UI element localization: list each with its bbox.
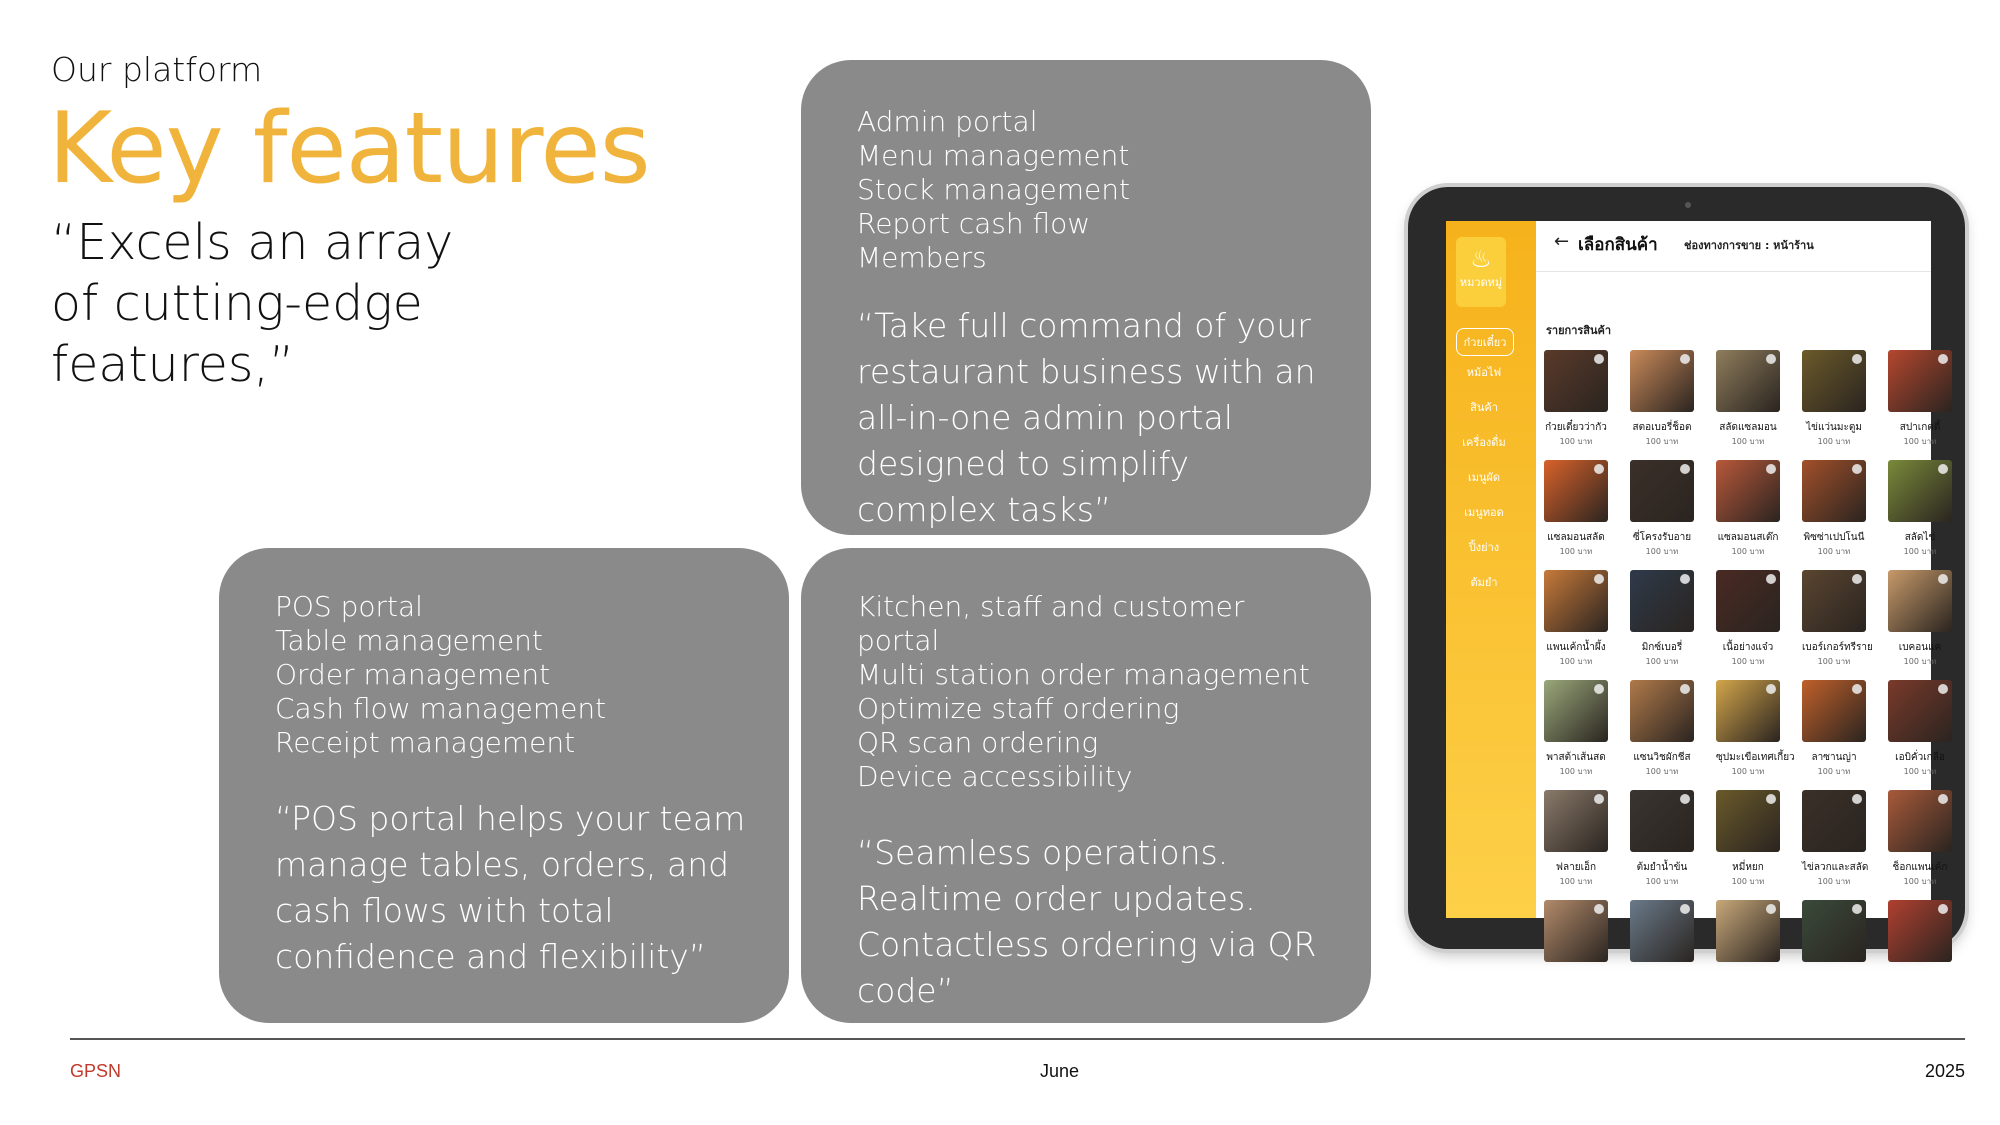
category-logo-label: หมวดหมู่ <box>1459 276 1503 289</box>
product-name: พิซซ่าเปปโนนี <box>1803 532 1865 543</box>
product-image <box>1716 350 1780 412</box>
product-image <box>1716 680 1780 742</box>
product-list-title: รายการสินค้า <box>1546 324 1612 337</box>
product-image <box>1716 790 1780 852</box>
product-name: เนื้อย่างแจ๋ว <box>1722 642 1774 653</box>
product-name: พาสต้าเส้นสด <box>1546 752 1606 763</box>
product-name: แซลมอนสเต๊ก <box>1717 532 1779 543</box>
product-image <box>1544 680 1608 742</box>
product-tile[interactable] <box>1630 460 1694 558</box>
product-tile[interactable] <box>1716 350 1780 448</box>
product-tile[interactable] <box>1888 350 1952 448</box>
product-price: 100 บาท <box>1645 767 1679 776</box>
product-price: 100 บาท <box>1731 657 1765 666</box>
product-price: 100 บาท <box>1731 547 1765 556</box>
section-eyebrow: Our platform <box>51 50 263 89</box>
category-sidebar <box>1446 221 1536 918</box>
feature-list <box>857 590 1331 794</box>
feature-item: Members <box>857 241 987 274</box>
product-name: เอบิคั่วเกลือ <box>1895 752 1945 763</box>
product-name: สปาเกตตี้ <box>1899 422 1941 433</box>
product-image <box>1802 570 1866 632</box>
product-image <box>1888 460 1952 522</box>
kitchen-portal-card <box>801 548 1371 1023</box>
product-tile[interactable] <box>1802 350 1866 448</box>
product-tile[interactable] <box>1630 790 1694 888</box>
footer-month: June <box>1040 1061 1080 1081</box>
product-price: 100 บาท <box>1559 877 1593 886</box>
product-name: ซุปมะเขือเทศเกี้ยว <box>1716 752 1795 763</box>
product-name: ไข่แว่นมะตูม <box>1806 422 1862 433</box>
product-price: 100 บาท <box>1903 437 1937 446</box>
product-price: 100 บาท <box>1731 437 1765 446</box>
sidebar-item-products[interactable]: สินค้า <box>1470 401 1498 414</box>
product-price: 100 บาท <box>1559 767 1593 776</box>
product-image <box>1716 460 1780 522</box>
feature-item: Optimize staff ordering <box>857 692 1180 725</box>
product-image <box>1630 680 1694 742</box>
product-tile[interactable] <box>1888 900 1952 970</box>
tablet-screen <box>1446 221 1948 918</box>
product-grid <box>1544 350 1948 920</box>
product-image <box>1802 900 1866 962</box>
product-tile[interactable] <box>1802 570 1873 668</box>
product-price: 100 บาท <box>1817 877 1851 886</box>
product-image <box>1802 680 1866 742</box>
product-price: 100 บาท <box>1559 547 1593 556</box>
product-name: เบคอนแค <box>1898 642 1942 653</box>
product-name: ต้มยำน้ำข้น <box>1636 862 1688 873</box>
product-name: สลัดแซลมอน <box>1719 422 1777 433</box>
product-tile[interactable] <box>1888 680 1952 778</box>
sidebar-item-grill[interactable]: ปิ้งย่าง <box>1468 541 1500 554</box>
product-tile[interactable] <box>1544 680 1608 778</box>
sidebar-item-fried[interactable]: เมนูทอด <box>1464 506 1504 519</box>
product-price: 100 บาท <box>1559 437 1593 446</box>
product-tile[interactable] <box>1544 460 1608 558</box>
product-tile[interactable] <box>1544 570 1608 668</box>
product-tile[interactable] <box>1544 900 1608 970</box>
category-logo[interactable] <box>1456 237 1506 307</box>
product-price: 100 บาท <box>1645 547 1679 556</box>
admin-portal-card <box>801 60 1371 535</box>
product-price: 100 บาท <box>1731 877 1765 886</box>
product-tile[interactable] <box>1544 350 1608 448</box>
feature-item: Receipt management <box>275 726 576 759</box>
feature-item: Kitchen, staff and customer portal <box>857 590 1245 657</box>
product-name: หมี่หยก <box>1732 862 1764 873</box>
feature-item: Admin portal <box>857 105 1038 138</box>
product-price: 100 บาท <box>1903 657 1937 666</box>
product-tile[interactable] <box>1630 570 1694 668</box>
product-image <box>1630 460 1694 522</box>
product-image <box>1630 570 1694 632</box>
product-image <box>1544 350 1608 412</box>
product-name: แซลมอนสลัด <box>1547 532 1605 543</box>
product-tile[interactable] <box>1802 790 1869 888</box>
product-price: 100 บาท <box>1645 877 1679 886</box>
camera-dot <box>1685 202 1691 208</box>
product-image <box>1888 680 1952 742</box>
feature-list <box>857 105 1331 275</box>
product-image <box>1888 350 1952 412</box>
product-tile[interactable] <box>1544 790 1608 888</box>
pos-portal-card <box>219 548 789 1023</box>
card-quote: “Seamless operations. Realtime order updates. Contactless ordering via QR code” <box>857 833 1317 1010</box>
feature-item: Multi station order management <box>857 658 1310 691</box>
product-image <box>1630 900 1694 962</box>
arrow-left-icon[interactable]: ← <box>1554 231 1570 252</box>
product-name: ลาซานญ่า <box>1811 752 1857 763</box>
product-price: 100 บาท <box>1817 547 1851 556</box>
product-tile[interactable] <box>1630 900 1694 970</box>
product-image <box>1544 790 1608 852</box>
feature-list <box>275 590 749 760</box>
product-image <box>1716 570 1780 632</box>
product-image <box>1802 790 1866 852</box>
product-tile[interactable] <box>1888 570 1952 668</box>
product-image <box>1802 350 1866 412</box>
product-tile[interactable] <box>1888 790 1952 888</box>
product-name: เบอร์เกอร์ทรีราย <box>1802 642 1873 653</box>
screen-header <box>1536 221 1931 272</box>
footer-year: 2025 <box>1924 1061 1965 1081</box>
product-name: แพนเค้กน้ำผึ้ง <box>1546 642 1606 653</box>
tagline-quote: “Excels an array of cutting-edge features,” <box>51 214 454 393</box>
product-image <box>1544 570 1608 632</box>
sales-channel-label: ช่องทางการขาย : หน้าร้าน <box>1684 239 1814 252</box>
product-price: 100 บาท <box>1645 657 1679 666</box>
feature-item: Menu management <box>857 139 1130 172</box>
product-tile[interactable] <box>1802 900 1866 970</box>
feature-item: QR scan ordering <box>857 726 1099 759</box>
feature-item: POS portal <box>275 590 423 623</box>
page-title: Key features <box>48 92 650 206</box>
screen-title: เลือกสินค้า <box>1578 235 1658 255</box>
sidebar-item-drinks[interactable]: เครื่องดื่ม <box>1462 436 1506 449</box>
product-tile[interactable] <box>1716 790 1780 888</box>
product-image <box>1544 460 1608 522</box>
product-image <box>1802 460 1866 522</box>
product-price: 100 บาท <box>1903 767 1937 776</box>
product-price: 100 บาท <box>1645 437 1679 446</box>
product-image <box>1888 570 1952 632</box>
feature-item: Device accessibility <box>857 760 1133 793</box>
product-price: 100 บาท <box>1903 547 1937 556</box>
product-price: 100 บาท <box>1817 437 1851 446</box>
feature-item: Report cash flow <box>857 207 1091 240</box>
product-tile[interactable] <box>1716 570 1780 668</box>
product-image <box>1630 350 1694 412</box>
product-tile[interactable] <box>1888 460 1952 558</box>
product-name: ซี่โครงรับอาย <box>1632 532 1692 543</box>
footer-brand: GPSN <box>70 1061 122 1081</box>
product-name: มิกซ์เบอรี่ <box>1641 642 1683 653</box>
product-name: สตอเบอรี่ช็อต <box>1632 422 1692 433</box>
product-name: ฟลายเอ็ก <box>1555 862 1597 873</box>
sidebar-item-tomyum[interactable]: ต้มยำ <box>1470 576 1498 589</box>
product-name: แซนวิชผักชีส <box>1633 752 1691 763</box>
card-quote: “POS portal helps your team manage tables, orders, and cash flows with total confidence and flexibility” <box>275 799 746 976</box>
product-tile[interactable] <box>1716 900 1780 970</box>
card-quote: “Take full command of your restaurant business with an all-in-one admin portal designed to simplify complex tasks” <box>857 306 1316 529</box>
product-price: 100 บาท <box>1731 767 1765 776</box>
product-tile[interactable] <box>1802 460 1866 558</box>
cooking-pot-icon: ♨ <box>1470 245 1492 273</box>
sidebar-item-hotpot[interactable]: หม้อไฟ <box>1466 366 1502 379</box>
product-price: 100 บาท <box>1817 657 1851 666</box>
sidebar-item-noodles[interactable]: ก๋วยเตี๋ยว <box>1456 328 1514 356</box>
product-tile[interactable] <box>1630 350 1694 448</box>
product-image <box>1544 900 1608 962</box>
product-name: สลัดไข่ <box>1904 532 1936 543</box>
product-tile[interactable] <box>1716 460 1780 558</box>
product-name: ก๋วยเตี๋ยวว่ากัว <box>1545 422 1607 433</box>
product-image <box>1888 900 1952 962</box>
product-name: ไข่ลวกและสลัด <box>1802 862 1869 873</box>
feature-item: Order management <box>275 658 551 691</box>
feature-item: Cash flow management <box>275 692 607 725</box>
tablet-mockup <box>1408 187 1965 949</box>
feature-item: Table management <box>275 624 543 657</box>
product-price: 100 บาท <box>1559 657 1593 666</box>
product-price: 100 บาท <box>1903 877 1937 886</box>
product-image <box>1630 790 1694 852</box>
product-tile[interactable] <box>1630 680 1694 778</box>
product-image <box>1888 790 1952 852</box>
product-name: ช็อกแพนเค้ก <box>1892 862 1948 873</box>
feature-item: Stock management <box>857 173 1130 206</box>
product-tile[interactable] <box>1716 680 1795 778</box>
sidebar-item-stir-fry[interactable]: เมนูผัด <box>1467 471 1501 484</box>
footer-divider <box>70 1038 1965 1040</box>
product-image <box>1716 900 1780 962</box>
product-price: 100 บาท <box>1817 767 1851 776</box>
product-tile[interactable] <box>1802 680 1866 778</box>
